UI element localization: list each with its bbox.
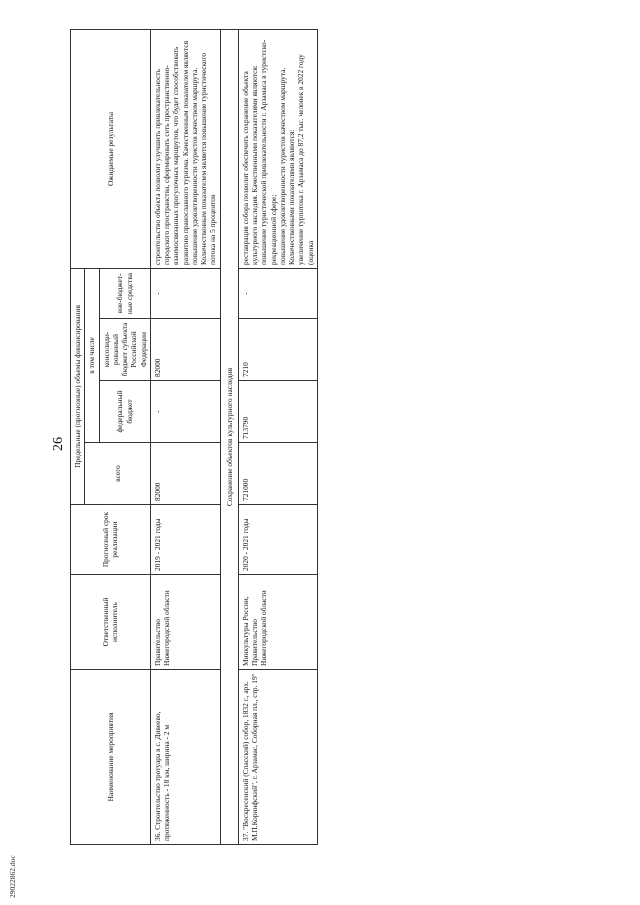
table-row [238,30,317,845]
section-title: Сохранение объектов культурного наследия [220,30,238,845]
page-number-label: 26 [51,437,66,451]
row-name-cell [238,670,317,845]
row-extra: - [150,269,220,319]
header-extra: вне-бюджет-ные средства [99,269,150,319]
row-extra: - [238,269,317,319]
row-regional: 7210 [238,319,317,381]
results-part-1: реставрация собора позволит обеспечить сохранение объекта культурного наследия. Качественными показателями являются: [240,65,259,265]
row-name-cell [150,670,220,845]
row-results: строительство объекта позволит улучшить привлекательность городского пространства, сформировать сеть пространственно-взаимосвязанных прогулочных маршрутов, что будет способствовать развитию православного туризма. Качественным показателем является повышение удовлетворенности туристов качеством маршрута. Количественным показателем является повышение туристического потока на 5 процентов [150,30,220,269]
header-regional: консолиди-рованный бюджет субъекта Российской Федерации [99,319,150,381]
row-regional: 82000 [150,319,220,381]
row-number: 36. [152,831,162,841]
header-total: всего [85,443,151,505]
funding-table [70,29,318,845]
row-federal: 713790 [238,381,317,443]
results-part-3: повышение удовлетворенности туристов качеством маршрута. Количественными показателями являются: [277,67,296,265]
header-term: Прогнозный срок реализации [71,505,151,575]
table-row [150,30,220,845]
row-results [238,30,317,269]
header-federal: федеральный бюджет [99,381,150,443]
header-name: Наименование мероприятия [71,670,151,845]
row-term: 2020 - 2021 годы [238,505,317,575]
section-row [220,30,238,845]
row-responsible: Минкультуры России, Правительство Нижегородской области [238,575,317,670]
row-name: Строительство тротуара в с. Дивеево, протяженность - 18 км, ширина - 2 м [152,711,171,841]
row-number: 37. [240,831,250,841]
row-federal: - [150,381,220,443]
row-term: 2019 - 2021 годы [150,505,220,575]
header-results: Ожидаемые результаты [71,30,151,269]
row-name: "Воскресенский (Спасский) собор, 1832 г., арх. М.П.Коринфский", г. Арзамас, Соборная пл., стр. 19" [240,673,259,841]
results-part-2: повышение туристической привлекательности г. Арзамаса в туристско-рекреационной сфере; [259,39,278,265]
header-responsible: Ответственный исполнитель [71,575,151,670]
row-total: 82000 [150,443,220,505]
row-responsible: Правительство Нижегородской области [150,575,220,670]
rotated-table-container [70,30,590,845]
results-part-4: увеличение турпотока г. Арзамаса до 87,2 тыс. человек в 2022 году (оценка [296,54,315,265]
header-in-that-number: в том числе [85,269,99,443]
row-total: 721000 [238,443,317,505]
footer-doc-code: 29022862.doc [8,855,17,898]
header-funding-group: Предельные (прогнозные) объемы финансирования [71,269,85,505]
